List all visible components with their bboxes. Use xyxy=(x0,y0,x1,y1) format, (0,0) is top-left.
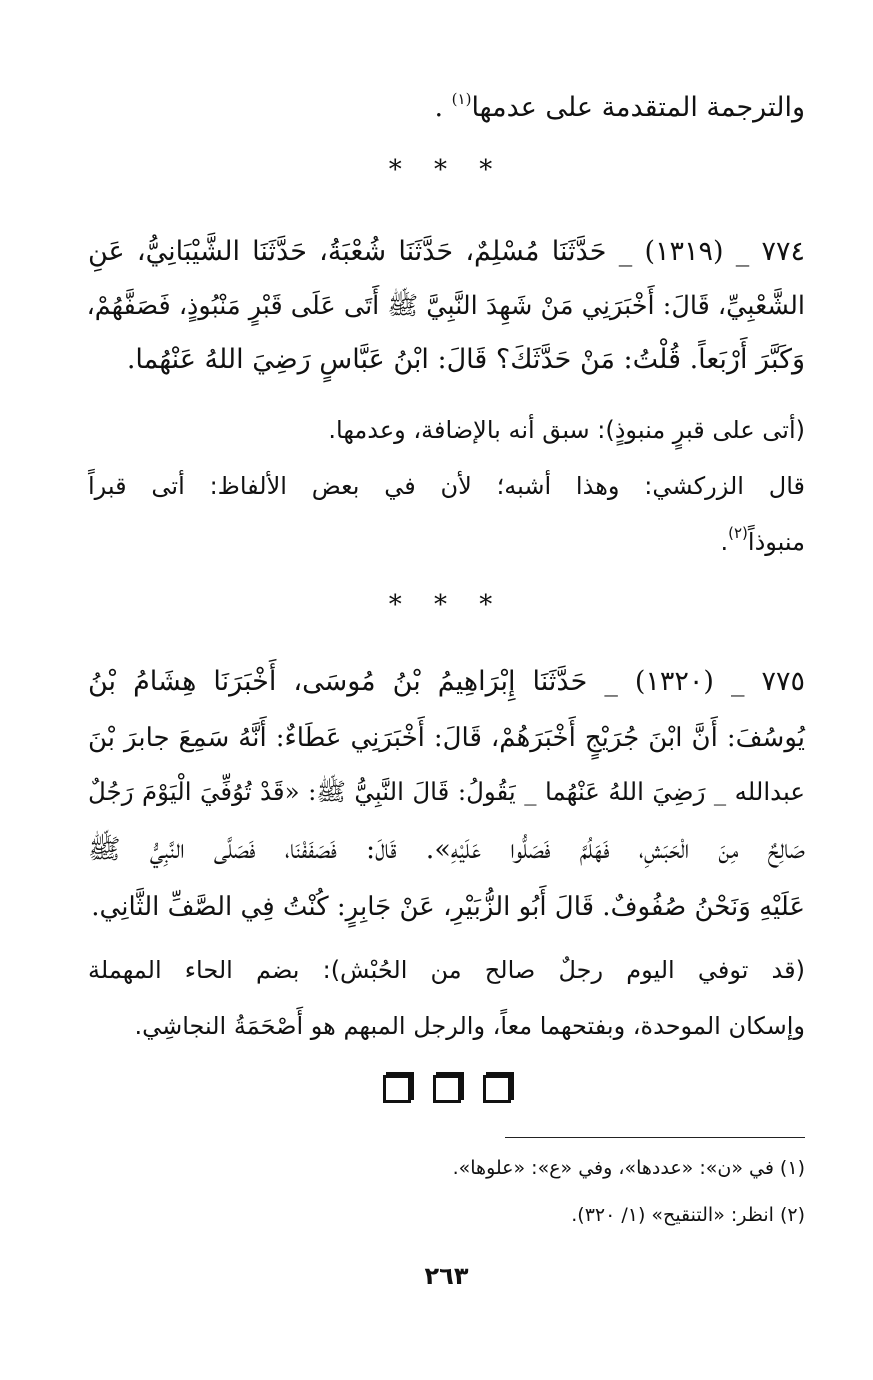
end-box-icon xyxy=(433,1075,461,1103)
hadith-775-line-2: يُوسُفَ: أَنَّ ابْنَ جُرَيْجٍ أَخْبَرَهُمْ، قَالَ: أَخْبَرَنِي عَطَاءٌ: أَنَّهُ سَمِعَ جابرَ بْنَ xyxy=(88,723,805,753)
hadith-775-line-3: عبدالله _ رَضِيَ اللهُ عَنْهُما _ يَقُولُ: قَالَ النَّبِيُّ ﷺ: «قَدْ تُوُفِّيَ الْيَوْمَ رَجُلٌ xyxy=(88,777,805,806)
chapter-end-marks xyxy=(88,1075,805,1103)
section-separator: * * * xyxy=(388,155,505,185)
intro-text: والترجمة المتقدمة على عدمها xyxy=(471,92,805,123)
footnote-divider xyxy=(505,1137,805,1138)
intro-line xyxy=(88,88,805,128)
footnote-ref-1[interactable]: (١) xyxy=(451,90,472,108)
hadith-774-line-2: الشَّعْبِيِّ، قَالَ: أَخْبَرَنِي مَنْ شَهِدَ النَّبِيَّ ﷺ أَتَى عَلَى قَبْرٍ مَنْبُوذٍ، فَصَفَّهُمْ، xyxy=(86,291,805,321)
page-number: ٢٦٣ xyxy=(424,1262,469,1290)
end-box-icon xyxy=(483,1075,511,1103)
hadith-774-line-1: ٧٧٤ _ (١٣١٩) _ حَدَّثَنَا مُسْلِمٌ، حَدَّثَنَا شُعْبَةُ، حَدَّثَنَا الشَّيْبَانِيُّ، عَنِ xyxy=(88,236,805,267)
hadith-775-gloss-line-2: وإسكان الموحدة، وبفتحهما معاً، والرجل المبهم هو أَصْحَمَةُ النجاشِي. xyxy=(134,1012,805,1040)
hadith-775-line-4: صَالِحٌ مِنَ الْحَبَشِ، فَهَلُمَّ فَصَلُّوا عَلَيْهِ». قَالَ: فَصَفَفْنَا، فَصَلَّى النَّبِيُّ ﷺ xyxy=(88,834,805,865)
gloss-2-text: منبوذاً xyxy=(747,528,805,556)
footnote-2: (٢) انظر: «التنقيح» (١/ ٣٢٠). xyxy=(571,1204,805,1226)
book-page xyxy=(88,0,805,1380)
hadith-775-line-5: عَلَيْهِ وَنَحْنُ صُفُوفٌ. قَالَ أَبُو الزُّبَيْرِ، عَنْ جَابِرٍ: كُنْتُ فِي الصَّفِّ الثَّانِي. xyxy=(91,892,805,922)
gloss-2-end: . xyxy=(720,528,729,556)
hadith-774-line-3: وَكَبَّرَ أَرْبَعاً. قُلْتُ: مَنْ حَدَّثَكَ؟ قَالَ: ابْنُ عَبَّاسٍ رَضِيَ اللهُ عَنْهُما. xyxy=(126,344,805,375)
hadith-774-gloss-2-line-2 xyxy=(88,522,805,562)
intro-end: . xyxy=(434,92,452,123)
footnote-1: (١) في «ن»: «عددها»، وفي «ع»: «علوها». xyxy=(452,1157,805,1179)
section-separator: * * * xyxy=(388,590,505,620)
hadith-774-gloss-2-line-1: قال الزركشي: وهذا أشبه؛ لأن في بعض الألفاظ: أتى قبراً xyxy=(88,472,805,500)
footnote-ref-2[interactable]: (٢) xyxy=(728,524,748,542)
hadith-774-gloss-1: (أتى على قبرٍ منبوذٍ): سبق أنه بالإضافة، وعدمها. xyxy=(328,416,805,444)
hadith-775-line-1: ٧٧٥ _ (١٣٢٠) _ حَدَّثَنَا إِبْرَاهِيمُ بْنُ مُوسَى، أَخْبَرَنَا هِشَامُ بْنُ xyxy=(88,666,805,697)
end-box-icon xyxy=(383,1075,411,1103)
hadith-775-gloss-line-1: (قد توفي اليوم رجلٌ صالح من الحُبْش): بضم الحاء المهملة xyxy=(88,956,805,984)
